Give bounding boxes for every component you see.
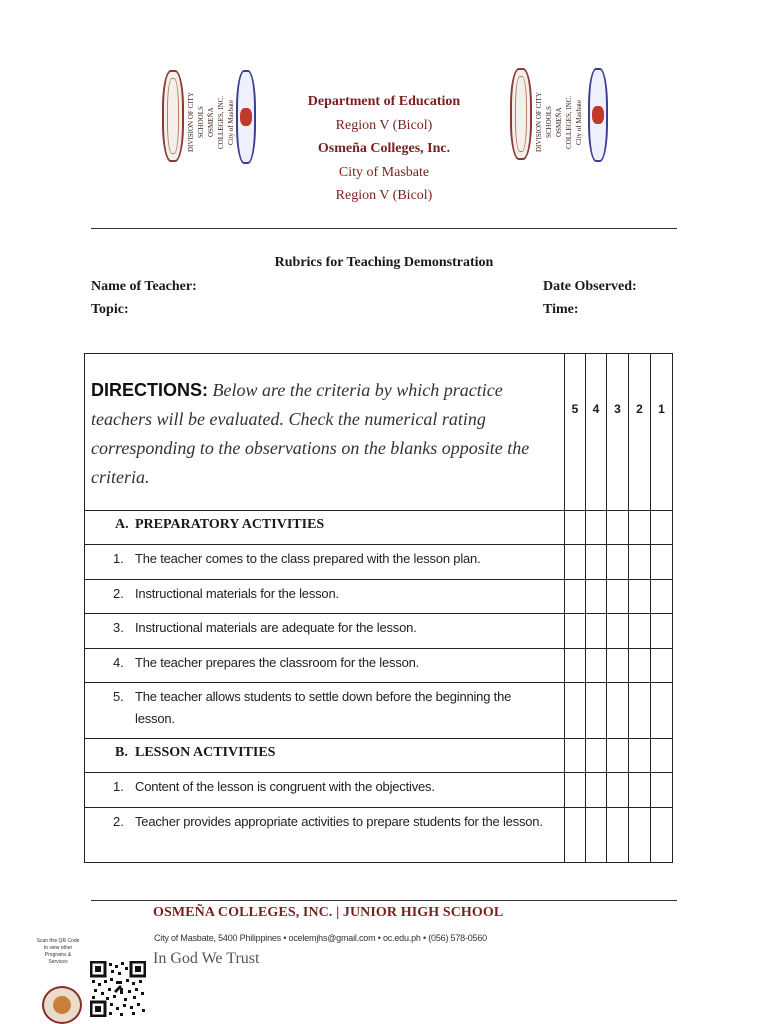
header-divider xyxy=(91,228,677,229)
deped-seal-right xyxy=(510,68,532,160)
logo-line1: DIVISION OF CITY SCHOOLS xyxy=(187,92,205,152)
directions-text: Below are the criteria by which practice teachers will be evaluated. Check the numerical rating corresponding to the observations on the blanks opposite the criteria. xyxy=(91,380,530,487)
rating-cell[interactable] xyxy=(565,511,586,545)
footer-motto: In God We Trust xyxy=(153,950,260,967)
rating-cell[interactable] xyxy=(651,773,673,808)
directions-cell xyxy=(85,354,565,511)
section-b-title: LESSON ACTIVITIES xyxy=(135,745,276,760)
rating-cell[interactable] xyxy=(629,773,651,808)
rating-header-5: 5 xyxy=(565,354,586,511)
rating-cell[interactable] xyxy=(651,808,673,863)
item-num: 2. xyxy=(113,814,124,829)
rating-cell[interactable] xyxy=(651,545,673,580)
rating-cell[interactable] xyxy=(651,511,673,545)
rating-cell[interactable] xyxy=(629,545,651,580)
rating-header-2: 2 xyxy=(629,354,651,511)
item-num: 3. xyxy=(113,620,124,635)
table-row xyxy=(85,580,673,614)
criterion-b2 xyxy=(85,808,565,863)
name-of-teacher-label: Name of Teacher: xyxy=(91,279,197,294)
rating-cell[interactable] xyxy=(565,580,586,614)
school-seal-footer xyxy=(42,986,82,1024)
item-num: 2. xyxy=(113,586,124,601)
rating-cell[interactable] xyxy=(586,580,607,614)
section-b-heading xyxy=(85,739,565,773)
item-text: The teacher allows students to settle down before the beginning the lesson. xyxy=(135,689,512,726)
logo-line1-right: DIVISION OF CITY SCHOOLS xyxy=(535,92,553,152)
item-text: Instructional materials for the lesson. xyxy=(135,586,339,601)
rating-cell[interactable] xyxy=(651,614,673,649)
item-text: The teacher comes to the class prepared with the lesson plan. xyxy=(135,551,481,566)
criterion-a3 xyxy=(85,614,565,649)
rating-cell[interactable] xyxy=(629,683,651,739)
logo-line3-right: City of Masbate xyxy=(575,99,583,145)
region-1: Region V (Bicol) xyxy=(335,117,433,133)
rating-cell[interactable] xyxy=(586,511,607,545)
item-num: 1. xyxy=(113,551,124,566)
rating-cell[interactable] xyxy=(607,511,629,545)
criterion-b1 xyxy=(85,773,565,808)
region-2: Region V (Bicol) xyxy=(335,188,433,203)
rating-cell[interactable] xyxy=(607,614,629,649)
rubric-table xyxy=(84,353,673,863)
rating-cell[interactable] xyxy=(586,683,607,739)
rating-cell[interactable] xyxy=(565,649,586,683)
logo-line2: OSMEÑA COLLEGES, INC. xyxy=(207,95,225,149)
rating-cell[interactable] xyxy=(586,773,607,808)
topic-label: Topic: xyxy=(91,302,129,317)
time-label: Time: xyxy=(543,302,579,317)
item-text: Instructional materials are adequate for the lesson. xyxy=(135,620,417,635)
table-row xyxy=(85,614,673,649)
table-row xyxy=(85,683,673,739)
date-observed-label: Date Observed: xyxy=(543,279,637,294)
logo-caption-right xyxy=(534,92,582,152)
rating-cell[interactable] xyxy=(629,649,651,683)
item-text: The teacher prepares the classroom for the lesson. xyxy=(135,655,420,670)
rating-cell[interactable] xyxy=(607,773,629,808)
section-a-num: A. xyxy=(115,517,129,532)
table-row xyxy=(85,649,673,683)
item-num: 1. xyxy=(113,779,124,794)
rating-cell[interactable] xyxy=(651,683,673,739)
rating-cell[interactable] xyxy=(607,683,629,739)
rating-cell[interactable] xyxy=(586,614,607,649)
rating-header-1: 1 xyxy=(651,354,673,511)
rating-cell[interactable] xyxy=(607,580,629,614)
deped-seal-left xyxy=(162,70,184,162)
logo-line3: City of Masbate xyxy=(227,99,235,145)
rating-cell[interactable] xyxy=(629,511,651,545)
table-row xyxy=(85,808,673,863)
rating-cell[interactable] xyxy=(607,739,629,773)
rating-cell[interactable] xyxy=(565,773,586,808)
directions-row xyxy=(85,354,673,511)
rating-cell[interactable] xyxy=(565,683,586,739)
header-text xyxy=(234,90,534,208)
rating-cell[interactable] xyxy=(586,545,607,580)
item-text: Teacher provides appropriate activities to prepare students for the lesson. xyxy=(135,814,543,829)
rating-header-3: 3 xyxy=(607,354,629,511)
footer-school-name: OSMEÑA COLLEGES, INC. | JUNIOR HIGH SCHOOL xyxy=(153,905,504,920)
logo-line2-right: OSMEÑA COLLEGES, INC. xyxy=(555,95,573,149)
directions-label: DIRECTIONS: xyxy=(91,380,208,400)
rating-cell[interactable] xyxy=(565,614,586,649)
rating-cell[interactable] xyxy=(586,739,607,773)
rating-cell[interactable] xyxy=(629,739,651,773)
criterion-a4 xyxy=(85,649,565,683)
qr-code-icon[interactable] xyxy=(90,961,146,1017)
rating-cell[interactable] xyxy=(607,545,629,580)
dept-name: Department of Education xyxy=(307,94,461,109)
table-row xyxy=(85,545,673,580)
rating-cell[interactable] xyxy=(565,739,586,773)
rating-cell[interactable] xyxy=(629,580,651,614)
item-text: Content of the lesson is congruent with the objectives. xyxy=(135,779,435,794)
qr-caption: Scan this QR Code to view other Programs & Services xyxy=(36,938,80,965)
footer-address: City of Masbate, 5400 Philippines • ocelemjhs@gmail.com • oc.edu.ph • (056) 578-0560 xyxy=(154,933,487,943)
form-title: Rubrics for Teaching Demonstration xyxy=(274,255,494,270)
college-seal-right xyxy=(588,68,608,162)
college-name: Osmeña Colleges, Inc. xyxy=(317,141,451,156)
rating-cell[interactable] xyxy=(629,808,651,863)
rating-cell[interactable] xyxy=(651,580,673,614)
table-row xyxy=(85,773,673,808)
item-num: 4. xyxy=(113,655,124,670)
rating-cell[interactable] xyxy=(565,808,586,863)
rating-cell[interactable] xyxy=(651,739,673,773)
city-name: City of Masbate xyxy=(338,164,430,180)
footer-divider xyxy=(91,900,677,901)
item-num: 5. xyxy=(113,689,124,704)
section-a-row xyxy=(85,511,673,545)
criterion-a5 xyxy=(85,683,565,739)
rating-cell[interactable] xyxy=(629,614,651,649)
criterion-a1 xyxy=(85,545,565,580)
rating-cell[interactable] xyxy=(565,545,586,580)
section-a-heading xyxy=(85,511,565,545)
rating-header-4: 4 xyxy=(586,354,607,511)
logo-caption-left xyxy=(186,92,234,152)
rating-cell[interactable] xyxy=(607,649,629,683)
section-a-title: PREPARATORY ACTIVITIES xyxy=(135,517,325,532)
rating-cell[interactable] xyxy=(586,808,607,863)
rating-cell[interactable] xyxy=(607,808,629,863)
section-b-row xyxy=(85,739,673,773)
rating-cell[interactable] xyxy=(586,649,607,683)
criterion-a2 xyxy=(85,580,565,614)
section-b-num: B. xyxy=(115,745,128,760)
rating-cell[interactable] xyxy=(651,649,673,683)
